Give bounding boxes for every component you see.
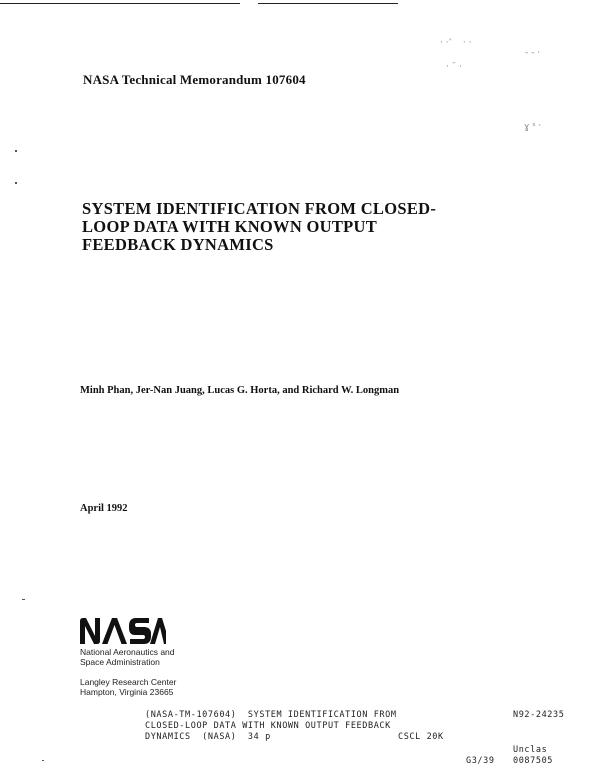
group-code: G3/39	[466, 756, 495, 766]
nasa-logo	[80, 618, 166, 644]
agency-name: National Aeronautics and Space Administration	[80, 647, 175, 667]
document-code: 0087505	[513, 756, 554, 766]
margin-speck	[22, 599, 25, 600]
title-line-1: SYSTEM IDENTIFICATION FROM CLOSED-	[82, 199, 437, 218]
accession-number: N92-24235	[513, 710, 565, 720]
catalog-line-1: (NASA-TM-107604) SYSTEM IDENTIFICATION FROM	[145, 710, 397, 720]
margin-speck	[15, 150, 17, 152]
nasa-logotype-icon	[80, 618, 166, 644]
margin-speck	[42, 760, 44, 761]
title-line-2: LOOP DATA WITH KNOWN OUTPUT	[82, 217, 378, 236]
document-title	[82, 200, 436, 254]
top-rule-left	[0, 3, 240, 4]
margin-speck	[15, 182, 17, 184]
catalog-line-2: CLOSED-LOOP DATA WITH KNOWN OUTPUT FEEDBACK	[145, 721, 391, 731]
research-center: Langley Research Center Hampton, Virginia 23665	[80, 677, 177, 697]
scan-mark: · ˉ ·	[446, 62, 462, 72]
unclas-label: Unclas	[513, 745, 548, 755]
memo-number: NASA Technical Memorandum 107604	[83, 72, 306, 87]
scan-mark: ɣ ˢ ˑ	[524, 122, 542, 132]
publication-date: April 1992	[80, 503, 128, 514]
scan-mark: · ·ʼ · ·	[440, 38, 472, 48]
catalog-line-3: DYNAMICS (NASA) 34 p	[145, 732, 271, 742]
authors: Minh Phan, Jer-Nan Juang, Lucas G. Horta, and Richard W. Longman	[80, 385, 400, 396]
scan-mark: - - ·	[525, 48, 541, 58]
top-rule-right	[258, 3, 398, 4]
catalog-cscl: CSCL 20K	[398, 732, 444, 742]
title-line-3: FEEDBACK DYNAMICS	[82, 235, 274, 254]
